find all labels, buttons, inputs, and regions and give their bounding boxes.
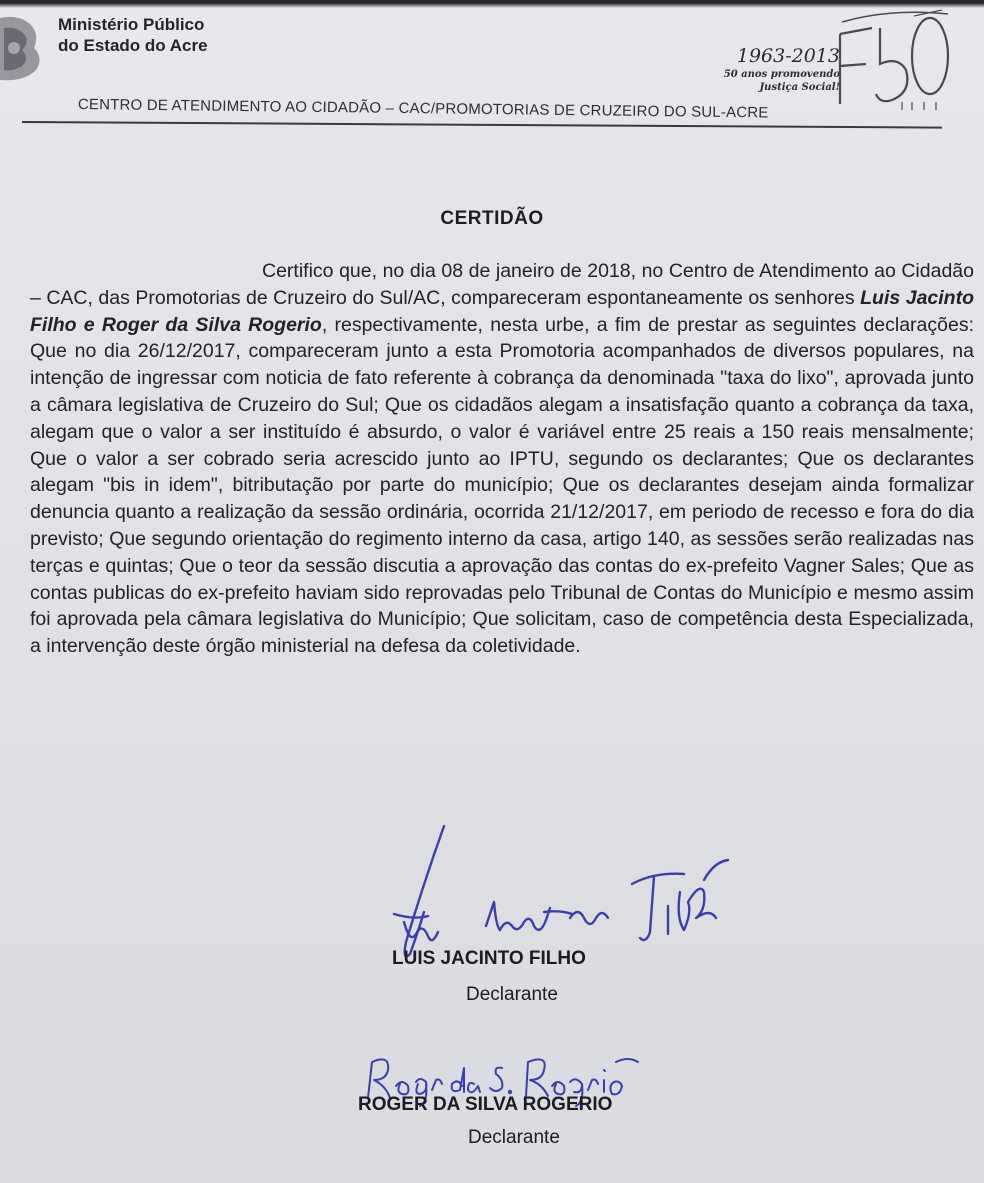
signer-2-name: ROGER DA SILVA ROGERIO [358,1094,613,1115]
signer-2-role: Declarante [468,1127,560,1148]
body-part-1: Certifico que, no dia 08 de janeiro de 2018, no Centro de Atendimento ao Cidadão – CAC, das Promotorias de Cruzeiro do Sul/AC, compareceram espontaneamente os senhores [30,260,974,309]
anniversary-motto-line-2: Justiça Social! [759,82,840,93]
certificate-body [30,258,974,660]
institution-line-1: Ministério Público [58,15,205,34]
anniversary-logo-icon [832,4,956,114]
anniversary-years: 1963-2013 [736,45,840,67]
center-header: CENTRO DE ATENDIMENTO AO CIDADÃO – CAC/PROMOTORIAS DE CRUZEIRO DO SUL-ACRE [77,96,769,122]
anniversary-motto-line-1: 50 anos promovendo [723,69,840,80]
header-divider [22,121,942,129]
body-part-2: , respectivamente, nesta urbe, a fim de prestar as seguintes declarações: Que no dia 26/12/2017, compareceram junto a esta Promotoria acompanhados de diversos populares, na intenção de ingressar com noticia de fato referente à cobrança da denominada "taxa do lixo", aprovada junto a câmara legislativa de Cruzeiro do Sul; Que os cidadãos alegam a insatisfação quanto a cobrança da taxa, alegam que o valor a ser instituído é absurdo, o valor é variável entre 25 reais a 150 reais mensalmente; Que o valor a ser cobrado seria acrescido junto ao IPTU, segundo os declarantes; Que os declarantes alegam "bis in idem", bitributação por parte do município; Que os declarantes desejam ainda formalizar denuncia quanto a realização da sessão ordinária, ocorrida 21/12/2017, em periodo de recesso e fora do dia previsto; Que segundo orientação do regimento interno da casa, artigo 140, as sessões serão realizadas nas terças e quintas; Que o teor da sessão discutia a aprovação das contas do ex-prefeito Vagner Sales; Que as contas publicas do ex-prefeito haviam sido reprovadas pelo Tribunal de Contas do Município e mesmo assim foi aprovada pela câmara legislativa do Município; Que solicitam, caso de competência desta Especializada, a intervenção deste órgão ministerial na defesa da coletividade. [30,313,974,658]
coat-of-arms-icon [0,8,46,88]
institution-line-2: do Estado do Acre [58,36,208,55]
document-title: CERTIDÃO [440,208,544,229]
signer-1-name: LUIS JACINTO FILHO [392,948,586,969]
body-declarant-names: Luis Jacinto Filho e Roger da Silva Rogerio [30,286,974,336]
signer-1-role: Declarante [466,984,558,1005]
institution-name [58,14,208,56]
anniversary-block [680,44,840,94]
